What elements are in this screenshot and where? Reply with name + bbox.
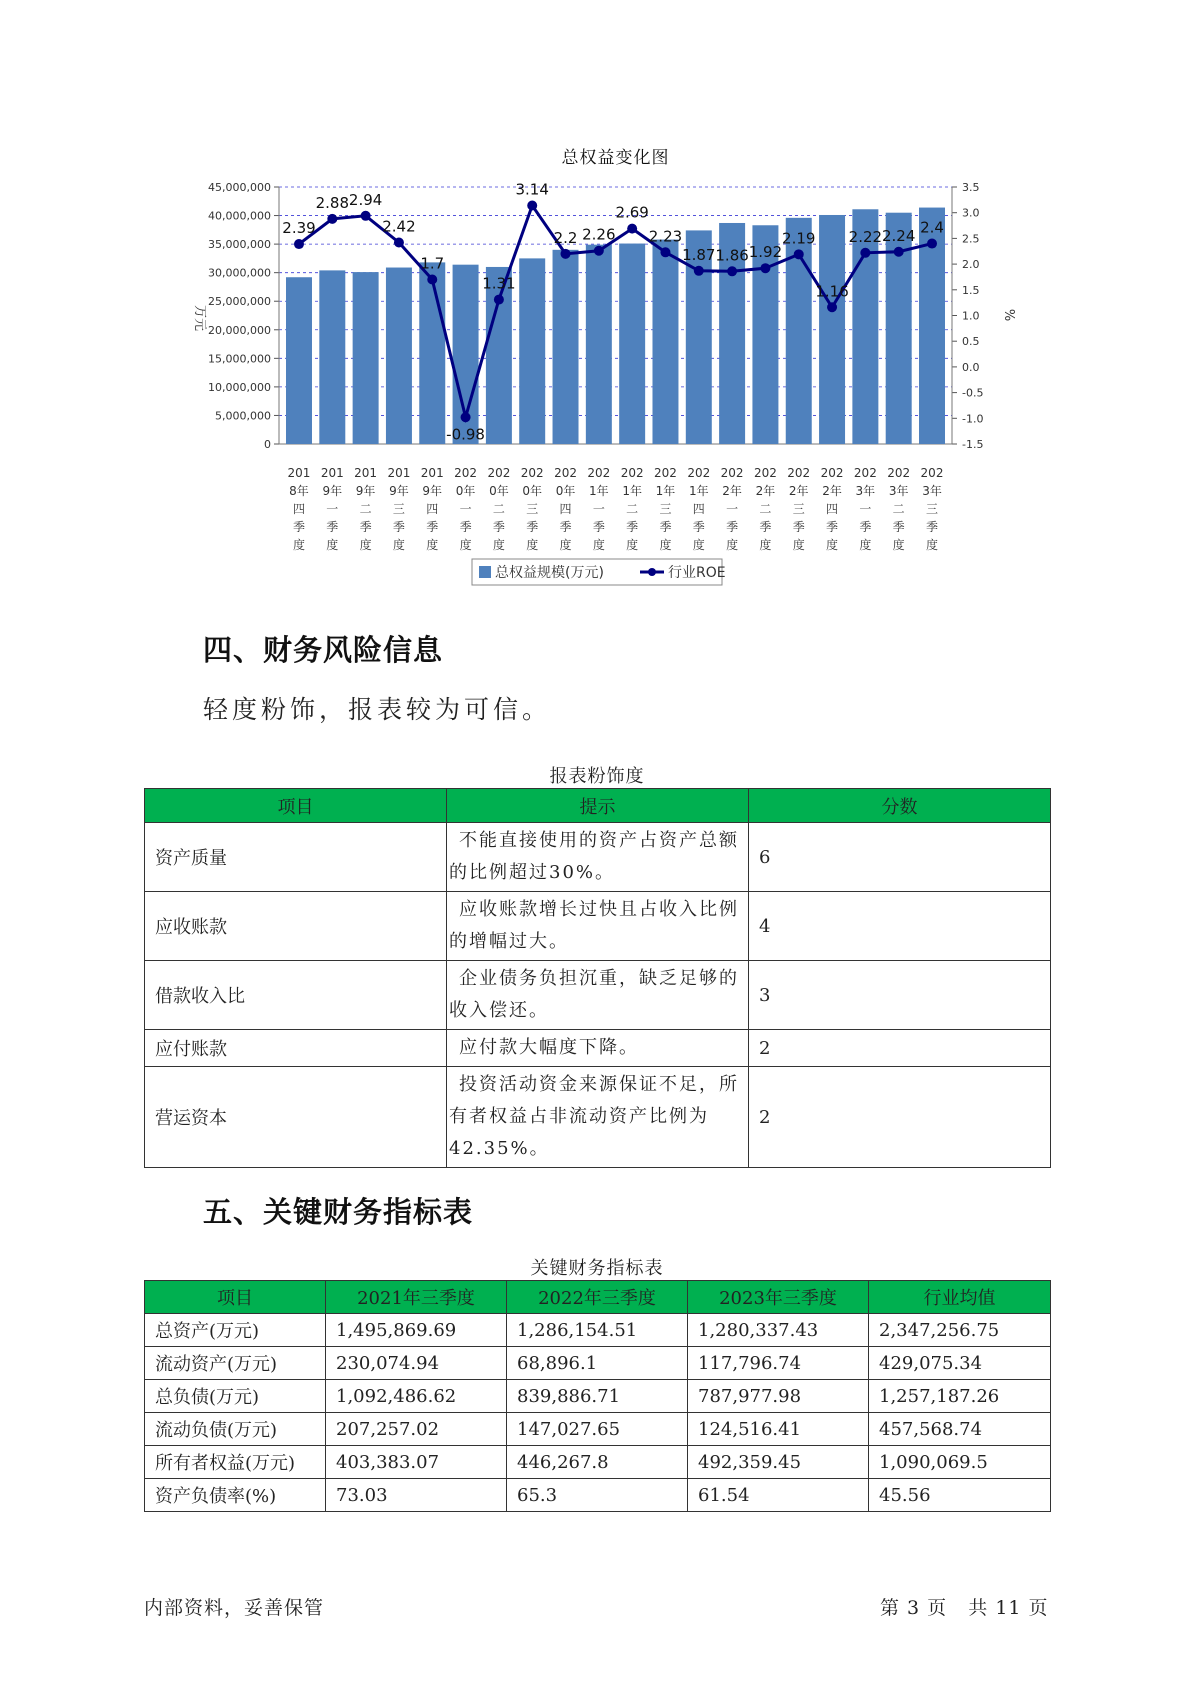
roe-point: [694, 266, 704, 276]
bar: [486, 267, 512, 444]
roe-point: [727, 266, 737, 276]
cell: 207,257.02: [326, 1413, 507, 1446]
roe-data-label: 2.2: [553, 228, 578, 247]
y-tick-label: 5,000,000: [215, 409, 271, 423]
equity-chart: [0, 0, 1191, 600]
bar: [652, 240, 678, 444]
header-cell: 行业均值: [869, 1281, 1051, 1314]
y-tick-label: 0: [264, 438, 271, 451]
x-tick-label: 二: [359, 502, 372, 516]
legend-line-marker: [648, 568, 656, 576]
roe-point: [827, 302, 837, 312]
x-tick-label: 三: [392, 502, 405, 516]
whitewash-table-caption: 报表粉饰度: [549, 766, 645, 787]
x-tick-label: 202: [520, 466, 544, 480]
x-tick-label: 9年: [355, 484, 376, 498]
row-item: 应付账款: [145, 1030, 447, 1067]
row-item: 应收账款: [145, 892, 447, 961]
row-score: 6: [749, 823, 1051, 892]
x-tick-label: 202: [920, 466, 944, 480]
x-tick-label: 202: [787, 466, 811, 480]
x-tick-label: 度: [359, 538, 372, 552]
row-tip: 应付款大幅度下降。: [447, 1030, 749, 1067]
cell: 流动资产(万元): [145, 1347, 326, 1380]
y-tick-label: 35,000,000: [208, 238, 271, 252]
bar: [619, 244, 645, 444]
indicator-table: [144, 1280, 1051, 1512]
x-tick-label: 0年: [489, 484, 509, 498]
x-tick-label: 202: [654, 466, 677, 480]
roe-point: [860, 248, 870, 258]
x-tick-label: 度: [792, 538, 805, 552]
table-row: [145, 1413, 1051, 1446]
row-tip: 投资活动资金来源保证不足，所有者权益占非流动资产比例为42.35%。: [447, 1067, 749, 1168]
row-tip: 不能直接使用的资产占资产总额的比例超过30%。: [447, 823, 749, 892]
x-tick-label: 9年: [422, 484, 443, 498]
x-tick-label: 季: [392, 520, 405, 534]
roe-data-label: 2.39: [282, 219, 316, 238]
x-tick-label: 202: [753, 466, 777, 480]
cell: 1,495,869.69: [326, 1314, 507, 1347]
x-tick-label: 度: [626, 538, 639, 552]
table-row: [145, 1067, 1051, 1168]
x-tick-label: 202: [853, 466, 877, 480]
x-tick-label: 度: [292, 538, 305, 552]
x-tick-label: 季: [359, 520, 372, 534]
x-tick-label: 度: [592, 538, 605, 552]
x-tick-label: 度: [426, 538, 439, 552]
roe-point: [327, 214, 337, 224]
x-tick-label: 一: [592, 502, 605, 516]
roe-point: [794, 249, 804, 259]
roe-point: [527, 201, 537, 211]
roe-point: [627, 224, 637, 234]
roe-data-label: 1.7: [420, 254, 445, 273]
x-tick-label: 度: [659, 538, 672, 552]
x-tick-label: 3年: [888, 484, 909, 498]
roe-data-label: 2.24: [881, 226, 916, 245]
x-tick-label: 度: [759, 538, 772, 552]
roe-data-label: 2.69: [615, 203, 649, 222]
x-tick-label: 1年: [589, 484, 609, 498]
x-tick-label: 202: [487, 466, 511, 480]
x-tick-label: 9年: [389, 484, 409, 498]
roe-data-label: 1.16: [815, 282, 849, 301]
header-cell: 2022年三季度: [507, 1281, 688, 1314]
bar: [819, 215, 845, 444]
roe-data-label: 2.22: [848, 227, 883, 246]
roe-point: [894, 247, 904, 257]
cell: 1,280,337.43: [688, 1314, 869, 1347]
section4-summary: 轻度粉饰，报表较为可信。: [203, 695, 552, 724]
bar: [319, 270, 345, 444]
legend-bar-label: 总权益规模(万元): [495, 565, 604, 581]
x-tick-label: 1年: [655, 484, 676, 498]
roe-data-label: 2.26: [582, 225, 616, 244]
x-tick-label: 二: [626, 502, 639, 516]
x-tick-label: 201: [287, 466, 311, 480]
table-row: [145, 1479, 1051, 1512]
roe-data-label: 1.31: [482, 274, 516, 293]
x-tick-label: 0年: [555, 484, 576, 498]
x-tick-label: 三: [526, 502, 539, 516]
roe-point: [394, 238, 404, 248]
roe-point: [361, 211, 371, 221]
x-tick-label: 二: [892, 502, 905, 516]
y-axis-label: 万元: [192, 304, 207, 332]
legend-bar-swatch: [479, 566, 491, 578]
x-tick-label: 三: [926, 502, 939, 516]
cell: 839,886.71: [507, 1380, 688, 1413]
x-tick-label: 202: [454, 466, 478, 480]
roe-data-label: 2.4: [920, 218, 944, 237]
whitewash-table: [144, 788, 1051, 1168]
x-tick-label: 8年: [289, 484, 309, 498]
table-row: [145, 1446, 1051, 1479]
cell: 492,359.45: [688, 1446, 869, 1479]
table-row: [145, 1314, 1051, 1347]
x-tick-label: 季: [892, 520, 905, 534]
x-tick-label: 三: [659, 502, 672, 516]
cell: 1,286,154.51: [507, 1314, 688, 1347]
cell: 429,075.34: [869, 1347, 1051, 1380]
x-tick-label: 1年: [688, 484, 709, 498]
cell: 124,516.41: [688, 1413, 869, 1446]
x-tick-label: 度: [326, 538, 339, 552]
x-tick-label: 四: [292, 502, 305, 516]
x-tick-label: 2年: [788, 484, 809, 498]
x-tick-label: 度: [859, 538, 872, 552]
y-tick-label: 20,000,000: [208, 323, 271, 337]
roe-point: [561, 249, 571, 259]
x-tick-label: 3年: [922, 484, 942, 498]
table-row: [145, 892, 1051, 961]
header-cell: 2023年三季度: [688, 1281, 869, 1314]
y2-tick-label: 2.5: [962, 232, 980, 246]
y2-tick-label: 1.5: [962, 283, 980, 297]
row-score: 2: [749, 1067, 1051, 1168]
x-tick-label: 季: [459, 520, 472, 534]
x-tick-label: 季: [326, 520, 339, 534]
bar: [353, 272, 379, 444]
x-tick-label: 202: [620, 466, 644, 480]
y-tick-label: 10,000,000: [208, 380, 271, 394]
y2-tick-label: -1.5: [962, 438, 984, 451]
bar: [553, 250, 579, 444]
table-row: [145, 1380, 1051, 1413]
x-tick-label: 3年: [855, 484, 876, 498]
roe-point: [594, 246, 604, 256]
y-tick-label: 40,000,000: [208, 209, 271, 223]
row-tip: 企业债务负担沉重，缺乏足够的收入偿还。: [447, 961, 749, 1030]
cell: 2,347,256.75: [869, 1314, 1051, 1347]
row-score: 4: [749, 892, 1051, 961]
table-header-row: [145, 789, 1051, 823]
cell: 45.56: [869, 1479, 1051, 1512]
x-tick-label: 度: [392, 538, 405, 552]
table-header-row: [145, 1281, 1051, 1314]
x-tick-label: 度: [826, 538, 839, 552]
x-tick-label: 度: [492, 538, 505, 552]
roe-data-label: -0.98: [446, 425, 485, 444]
cell: 资产负债率(%): [145, 1479, 326, 1512]
roe-point: [427, 275, 437, 285]
y2-tick-label: 2.0: [962, 258, 980, 272]
y-tick-label: 45,000,000: [208, 181, 271, 194]
roe-point: [927, 239, 937, 249]
x-tick-label: 度: [726, 538, 739, 552]
x-tick-label: 202: [587, 466, 611, 480]
page-number: 第 3 页 共 11 页: [880, 1597, 1049, 1619]
table-row: [145, 961, 1051, 1030]
cell: 73.03: [326, 1479, 507, 1512]
roe-data-label: 1.86: [715, 246, 749, 265]
roe-point: [494, 295, 504, 305]
row-item: 营运资本: [145, 1067, 447, 1168]
x-tick-label: 2年: [822, 484, 842, 498]
cell: 总负债(万元): [145, 1380, 326, 1413]
cell: 403,383.07: [326, 1446, 507, 1479]
roe-point: [461, 412, 471, 422]
x-tick-label: 度: [526, 538, 539, 552]
x-tick-label: 一: [326, 502, 339, 516]
header-item: 项目: [145, 789, 447, 823]
row-item: 借款收入比: [145, 961, 447, 1030]
x-tick-label: 季: [792, 520, 805, 534]
x-tick-label: 季: [559, 520, 572, 534]
x-tick-label: 二: [492, 502, 505, 516]
indicator-table-caption: 关键财务指标表: [530, 1258, 664, 1279]
x-tick-label: 202: [687, 466, 711, 480]
x-tick-label: 度: [926, 538, 939, 552]
y2-tick-label: 0.5: [962, 335, 980, 349]
x-tick-label: 四: [559, 502, 572, 516]
cell: 457,568.74: [869, 1413, 1051, 1446]
x-tick-label: 季: [659, 520, 672, 534]
bar: [386, 268, 412, 444]
cell: 787,977.98: [688, 1380, 869, 1413]
x-tick-label: 0年: [455, 484, 476, 498]
cell: 1,257,187.26: [869, 1380, 1051, 1413]
x-tick-label: 季: [859, 520, 872, 534]
x-tick-label: 202: [820, 466, 844, 480]
bar: [519, 258, 545, 444]
x-tick-label: 0年: [522, 484, 543, 498]
cell: 61.54: [688, 1479, 869, 1512]
cell: 所有者权益(万元): [145, 1446, 326, 1479]
roe-point: [760, 263, 770, 273]
cell: 446,267.8: [507, 1446, 688, 1479]
row-item: 资产质量: [145, 823, 447, 892]
y2-tick-label: 1.0: [962, 309, 980, 323]
y-tick-label: 15,000,000: [208, 352, 271, 366]
x-tick-label: 201: [354, 466, 378, 480]
roe-point: [294, 239, 304, 249]
bar: [286, 277, 312, 444]
bar: [586, 245, 612, 444]
roe-data-label: 2.19: [782, 229, 816, 248]
row-tip: 应收账款增长过快且占收入比例的增幅过大。: [447, 892, 749, 961]
header-tip: 提示: [447, 789, 749, 823]
x-tick-label: 202: [887, 466, 911, 480]
x-tick-label: 季: [492, 520, 505, 534]
cell: 117,796.74: [688, 1347, 869, 1380]
bar: [419, 262, 445, 444]
y2-tick-label: 3.0: [962, 206, 980, 220]
cell: 1,092,486.62: [326, 1380, 507, 1413]
roe-data-label: 1.87: [682, 245, 716, 264]
y2-axis-label: %: [1001, 308, 1016, 322]
footer-note: 内部资料，妥善保管: [144, 1597, 325, 1619]
x-tick-label: 三: [792, 502, 805, 516]
cell: 230,074.94: [326, 1347, 507, 1380]
x-tick-label: 四: [692, 502, 705, 516]
x-tick-label: 202: [554, 466, 577, 480]
x-tick-label: 度: [692, 538, 705, 552]
x-tick-label: 季: [626, 520, 639, 534]
x-tick-label: 度: [559, 538, 572, 552]
table-row: [145, 1030, 1051, 1067]
header-cell: 2021年三季度: [326, 1281, 507, 1314]
cell: 1,090,069.5: [869, 1446, 1051, 1479]
legend-line-label: 行业ROE: [668, 565, 726, 581]
x-tick-label: 季: [526, 520, 539, 534]
x-tick-label: 季: [426, 520, 439, 534]
y2-tick-label: 0.0: [962, 360, 980, 374]
row-score: 2: [749, 1030, 1051, 1067]
cell: 总资产(万元): [145, 1314, 326, 1347]
y2-tick-label: -1.0: [962, 412, 984, 426]
roe-data-label: 2.42: [382, 217, 416, 236]
x-tick-label: 季: [292, 520, 305, 534]
roe-data-label: 2.94: [348, 190, 383, 209]
x-tick-label: 四: [426, 502, 439, 516]
header-score: 分数: [749, 789, 1051, 823]
table-row: [145, 1347, 1051, 1380]
x-tick-label: 2年: [755, 484, 776, 498]
x-tick-label: 201: [320, 466, 344, 480]
x-tick-label: 9年: [322, 484, 343, 498]
x-tick-label: 202: [720, 466, 744, 480]
x-tick-label: 季: [826, 520, 839, 534]
y2-tick-label: 3.5: [962, 181, 980, 194]
section4-heading: 四、财务风险信息: [203, 633, 444, 667]
x-tick-label: 四: [826, 502, 839, 516]
cell: 65.3: [507, 1479, 688, 1512]
roe-data-label: 1.92: [748, 243, 783, 262]
y2-tick-label: -0.5: [962, 386, 984, 400]
x-tick-label: 季: [726, 520, 739, 534]
header-cell: 项目: [145, 1281, 326, 1314]
x-tick-label: 一: [726, 502, 739, 516]
cell: 流动负债(万元): [145, 1413, 326, 1446]
section5-heading: 五、关键财务指标表: [203, 1195, 474, 1229]
roe-data-label: 2.88: [315, 193, 350, 212]
y-tick-label: 30,000,000: [208, 266, 271, 280]
chart-title: 总权益变化图: [561, 148, 670, 168]
cell: 68,896.1: [507, 1347, 688, 1380]
x-tick-label: 2年: [722, 484, 742, 498]
x-tick-label: 二: [759, 502, 772, 516]
x-tick-label: 度: [459, 538, 472, 552]
x-tick-label: 201: [387, 466, 411, 480]
x-tick-label: 季: [692, 520, 705, 534]
x-tick-label: 201: [420, 466, 444, 480]
cell: 147,027.65: [507, 1413, 688, 1446]
table-row: [145, 823, 1051, 892]
row-score: 3: [749, 961, 1051, 1030]
x-tick-label: 一: [459, 502, 472, 516]
x-tick-label: 季: [592, 520, 605, 534]
x-tick-label: 季: [759, 520, 772, 534]
roe-point: [660, 247, 670, 257]
x-tick-label: 度: [892, 538, 905, 552]
y-tick-label: 25,000,000: [208, 295, 271, 309]
x-tick-label: 一: [859, 502, 872, 516]
roe-data-label: 2.23: [648, 227, 683, 246]
x-tick-label: 季: [926, 520, 939, 534]
x-tick-label: 1年: [622, 484, 642, 498]
equity-chart-svg: [0, 0, 1191, 600]
roe-data-label: 3.14: [515, 180, 549, 199]
